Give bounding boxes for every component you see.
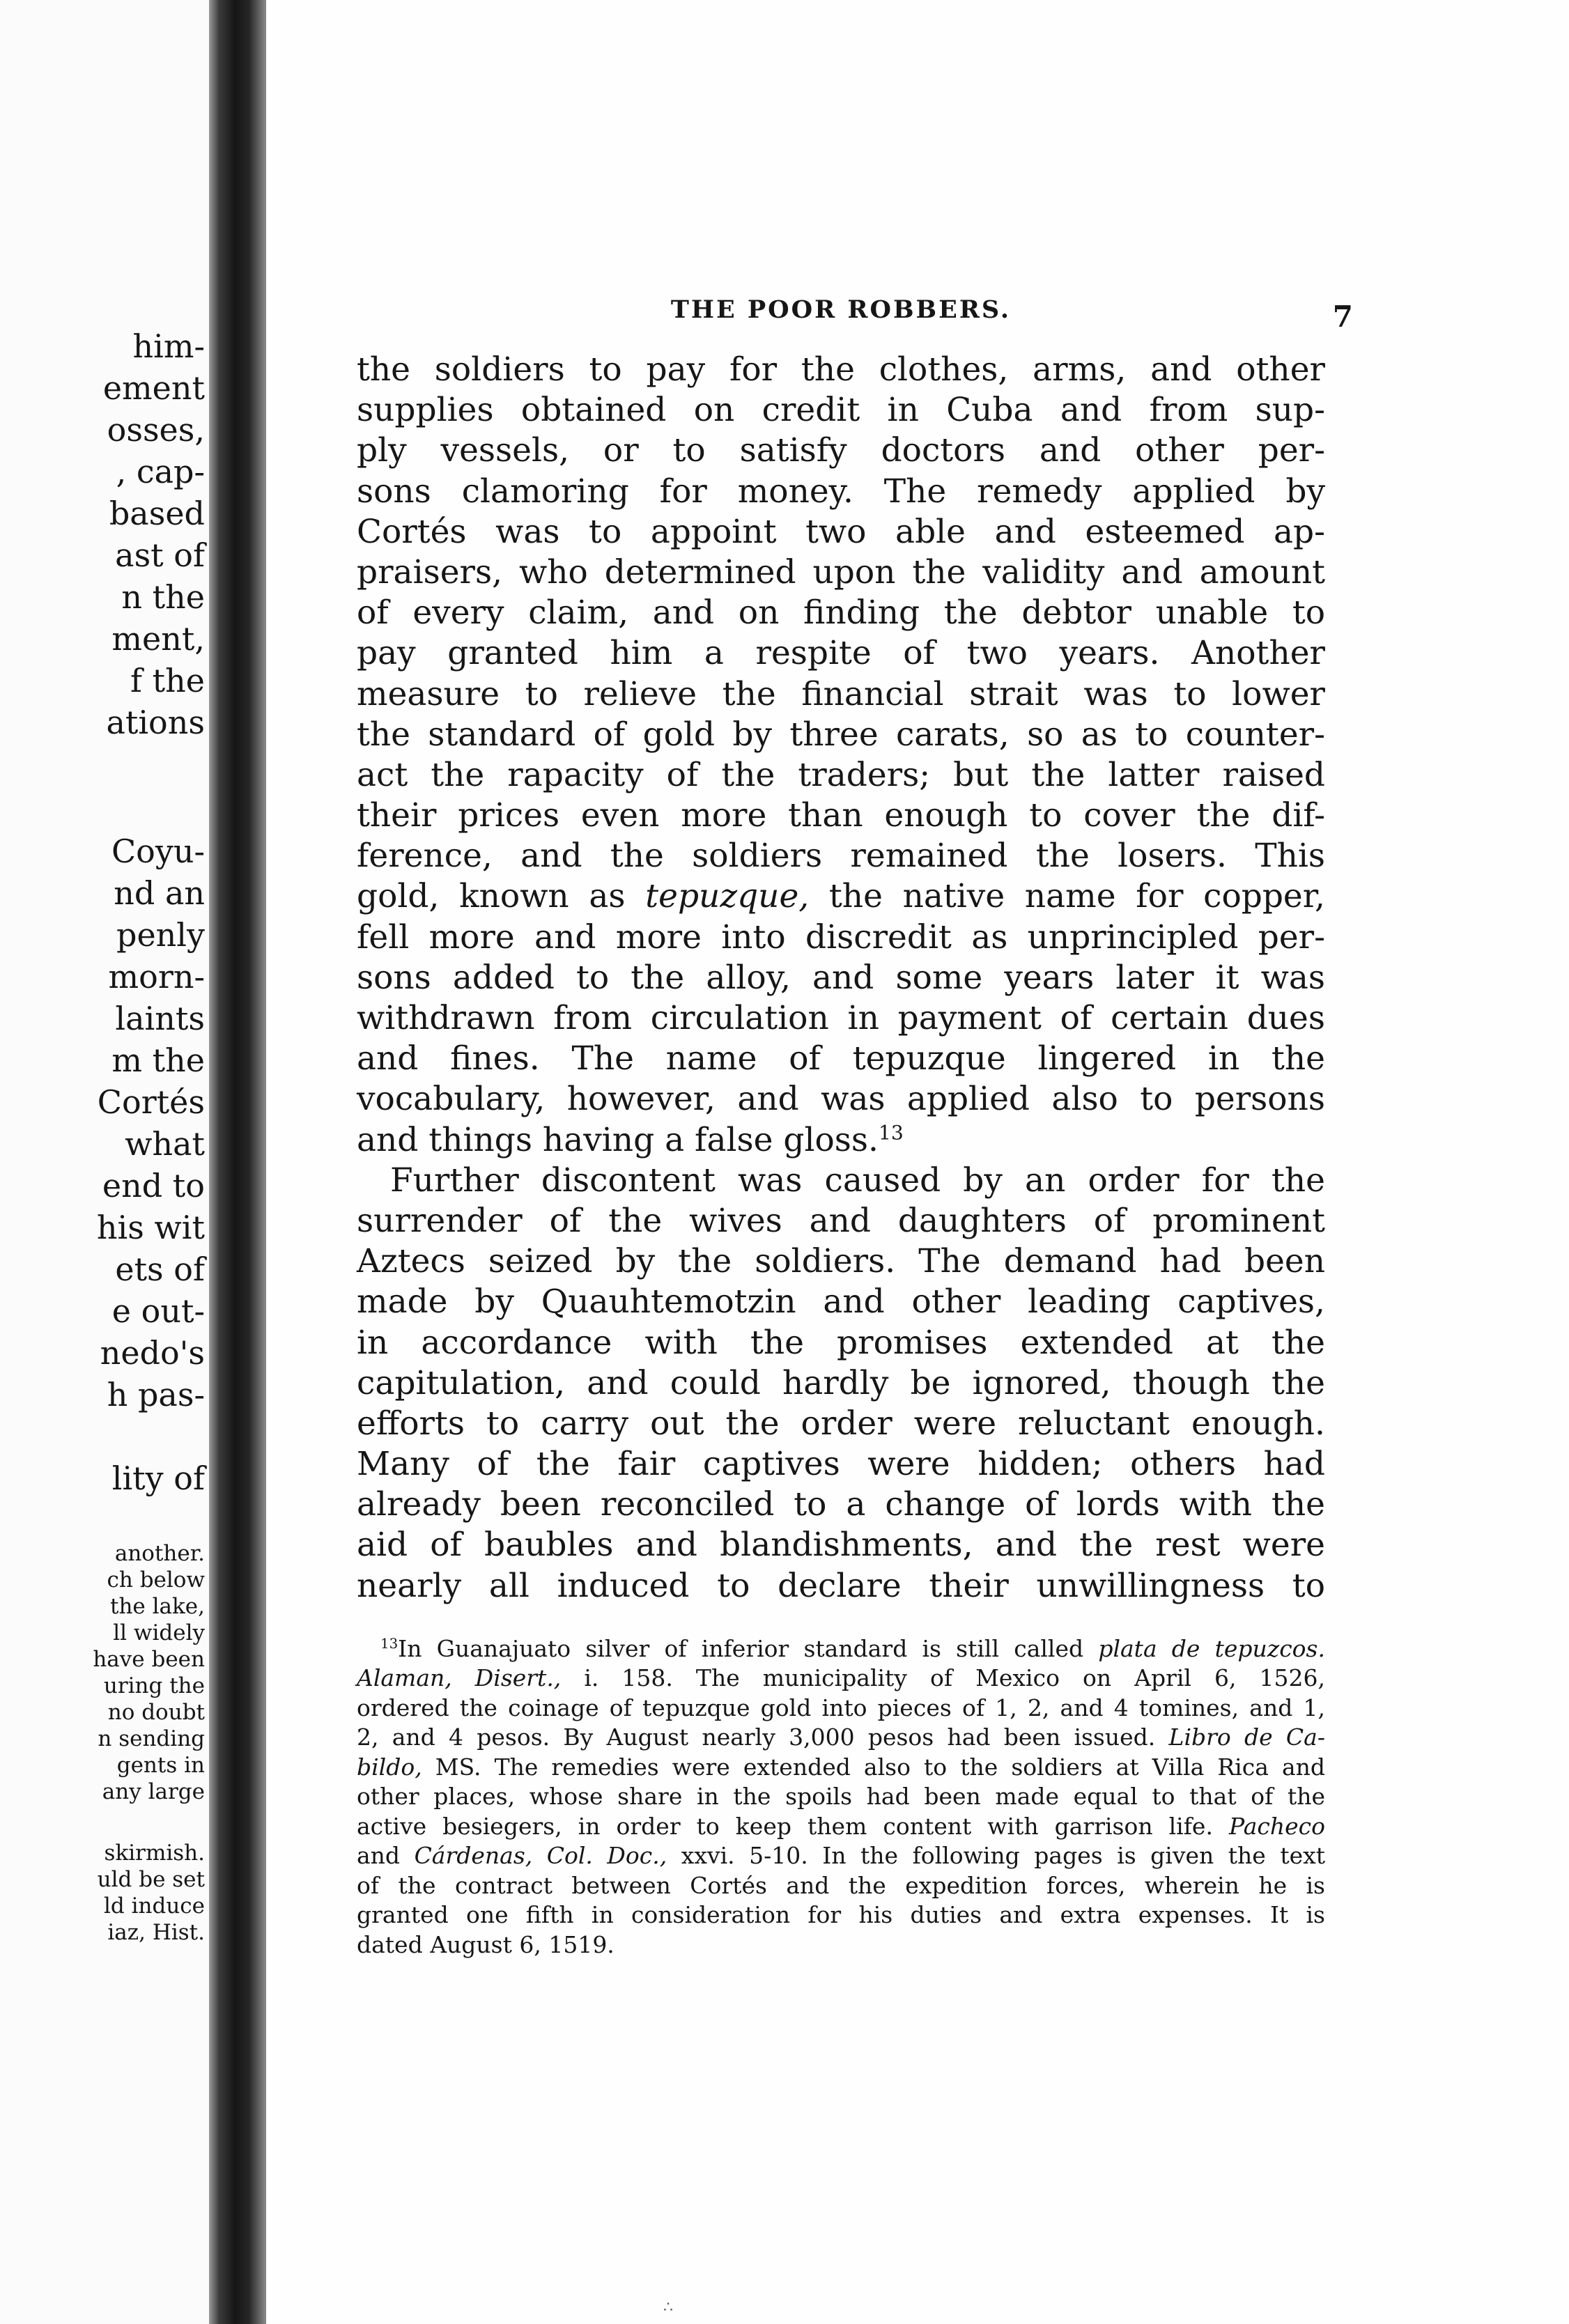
footnote-line — [357, 1841, 1325, 1871]
body-text-span: gold, known as — [357, 877, 626, 916]
body-line — [357, 876, 1325, 917]
body-line: measure to relieve the financial strait was to lower — [357, 674, 1325, 713]
left-text-fragment: lity of — [111, 1459, 205, 1497]
left-note-fragment: ll widely — [113, 1620, 205, 1645]
left-note-fragment: skirmish. — [104, 1841, 205, 1866]
body-line: made by Quauhtemotzin and other leading captives, — [357, 1283, 1325, 1322]
footnote-marker: 13 — [380, 1635, 399, 1652]
left-note-fragment: n sending — [98, 1726, 205, 1751]
body-line: Cortés was to appoint two able and esteemed ap- — [357, 512, 1325, 551]
footnote-line — [357, 1634, 1325, 1664]
footnote-text: xxvi. 5-10. In the following pages is given the text — [681, 1842, 1325, 1870]
body-line: sons clamoring for money. The remedy applied by — [357, 472, 1325, 511]
footnote-line: granted one fifth in consideration for his duties and extra expenses. It is — [357, 1901, 1325, 1929]
body-line: nearly all induced to declare their unwillingness to — [357, 1566, 1325, 1605]
body-line: Aztecs seized by the soldiers. The demand had been — [357, 1242, 1325, 1281]
left-text-fragment: penly — [116, 916, 205, 954]
footnote-citation: Pacheco — [1228, 1812, 1325, 1840]
footnote-citation: Libro de Ca- — [1168, 1723, 1325, 1751]
footnote-text: 2, and 4 pesos. By August nearly 3,000 pesos had been issued. — [357, 1723, 1156, 1751]
page-number: 7 — [1332, 300, 1353, 334]
book-gutter-shadow — [209, 0, 266, 2324]
body-line: in accordance with the promises extended at the — [357, 1323, 1325, 1362]
left-text-fragment: osses, — [107, 411, 205, 449]
footnote-line — [357, 1664, 1325, 1694]
left-text-fragment: ast of — [115, 536, 205, 574]
running-head — [357, 287, 1353, 350]
book-page — [266, 0, 1569, 2324]
left-note-fragment: ch below — [107, 1567, 205, 1593]
body-line: the soldiers to pay for the clothes, arms, and other — [357, 350, 1325, 389]
left-note-fragment: uring the — [103, 1673, 205, 1698]
body-line: already been reconciled to a change of lords with the — [357, 1485, 1325, 1524]
left-note-fragment: uld be set — [97, 1867, 205, 1892]
left-note-fragment: the lake, — [109, 1594, 205, 1619]
footnote-text: and — [357, 1842, 401, 1870]
body-text-span: and things having a false gloss. — [357, 1120, 879, 1159]
left-text-fragment: ations — [106, 704, 205, 741]
left-text-fragment: Cortés — [97, 1083, 205, 1121]
footnotes — [357, 1634, 1325, 1960]
left-note-fragment: another. — [114, 1541, 205, 1566]
footnote-citation: Alaman, Disert., — [357, 1664, 562, 1692]
footnote-line: ordered the coinage of tepuzque gold into pieces of 1, 2, and 4 tomines, and 1, — [357, 1694, 1325, 1721]
left-note-fragment: any large — [102, 1779, 205, 1804]
body-line: ference, and the soldiers remained the losers. This — [357, 837, 1325, 876]
scan-smudge: ∴ — [663, 2299, 673, 2316]
body-line: sons added to the alloy, and some years later it was — [357, 958, 1325, 997]
footnote-line: other places, whose share in the spoils had been made equal to that of the — [357, 1783, 1325, 1811]
body-line: and fines. The name of tepuzque lingered in the — [357, 1039, 1325, 1078]
footnote-line — [357, 1753, 1325, 1783]
page-content — [357, 287, 1353, 1960]
left-text-fragment: nedo's — [100, 1334, 205, 1372]
left-text-fragment: what — [125, 1125, 205, 1163]
footnote-text: In Guanajuato silver of inferior standard is still called — [398, 1634, 1084, 1662]
left-text-fragment: n the — [121, 578, 205, 616]
body-line: Many of the fair captives were hidden; others had — [357, 1445, 1325, 1484]
footnote-text: MS. The remedies were extended also to the soldiers at Villa Rica and — [435, 1753, 1325, 1781]
body-line: ply vessels, or to satisfy doctors and other per- — [357, 431, 1325, 470]
body-line: fell more and more into discredit as unprincipled per- — [357, 917, 1325, 956]
left-text-fragment: , cap- — [116, 453, 205, 490]
italic-term: tepuzque, — [645, 877, 810, 916]
body-line: vocabulary, however, and was applied also to persons — [357, 1080, 1325, 1119]
left-note-fragment: ld induce — [103, 1893, 205, 1919]
left-note-fragment: iaz, Hist. — [107, 1920, 205, 1945]
left-text-fragment: laints — [115, 1000, 205, 1037]
left-note-fragment: have been — [93, 1647, 205, 1672]
left-text-fragment: h pas- — [107, 1376, 205, 1413]
running-title: THE POOR ROBBERS. — [670, 295, 1012, 324]
left-text-fragment: end to — [102, 1167, 205, 1204]
footnote-line: dated August 6, 1519. — [357, 1930, 615, 1958]
body-line: surrender of the wives and daughters of prominent — [357, 1201, 1325, 1240]
body-line: capitulation, and could hardly be ignored, though the — [357, 1363, 1325, 1402]
left-text-fragment: morn- — [108, 958, 205, 996]
body-line: supplies obtained on credit in Cuba and from sup- — [357, 391, 1325, 430]
footnote-citation: Cárdenas, Col. Doc., — [414, 1842, 667, 1870]
body-line: their prices even more than enough to cover the dif- — [357, 796, 1325, 835]
body-line: the standard of gold by three carats, so as to counter- — [357, 715, 1325, 754]
left-text-fragment: m the — [111, 1041, 205, 1079]
left-text-fragment: Coyu- — [111, 832, 205, 870]
footnote-line — [357, 1812, 1325, 1842]
body-line — [357, 1120, 1325, 1161]
left-text-fragment: e out- — [111, 1292, 205, 1330]
footnote-citation: bildo, — [357, 1753, 422, 1781]
left-note-fragment: gents in — [116, 1753, 205, 1778]
left-text-fragment: based — [109, 495, 205, 532]
body-line: withdrawn from circulation in payment of certain dues — [357, 999, 1325, 1037]
left-text-fragment: his wit — [96, 1209, 205, 1246]
footnote-reference: 13 — [878, 1120, 904, 1144]
left-text-fragment: ement — [102, 369, 205, 407]
left-text-fragment: ets of — [115, 1250, 205, 1288]
paragraph-start-line: Further discontent was caused by an order for the — [390, 1161, 1325, 1200]
left-text-fragment: f the — [130, 662, 205, 699]
footnote-line: of the contract between Cortés and the expedition forces, wherein he is — [357, 1871, 1325, 1899]
body-line: pay granted him a respite of two years. Another — [357, 634, 1325, 673]
footnote-line — [357, 1723, 1325, 1753]
left-page-fragment — [0, 0, 209, 2324]
body-line: efforts to carry out the order were reluctant enough. — [357, 1404, 1325, 1443]
body-text — [357, 350, 1325, 1606]
footnote-text: i. 158. The municipality of Mexico on April 6, 1526, — [584, 1664, 1325, 1692]
body-line: act the rapacity of the traders; but the latter raised — [357, 755, 1325, 794]
left-text-fragment: nd an — [114, 874, 205, 912]
body-line: praisers, who determined upon the validity and amount — [357, 552, 1325, 591]
body-line: of every claim, and on finding the debtor unable to — [357, 594, 1325, 633]
left-text-fragment: him- — [132, 327, 205, 365]
body-text-span: the native name for copper, — [828, 877, 1325, 916]
left-note-fragment: no doubt — [107, 1700, 205, 1725]
left-text-fragment: ment, — [111, 620, 205, 658]
footnote-text: active besiegers, in order to keep them content with garrison life. — [357, 1812, 1213, 1840]
footnote-italic: plata de tepuzcos. — [1098, 1634, 1325, 1662]
body-line: aid of baubles and blandishments, and the rest were — [357, 1526, 1325, 1565]
